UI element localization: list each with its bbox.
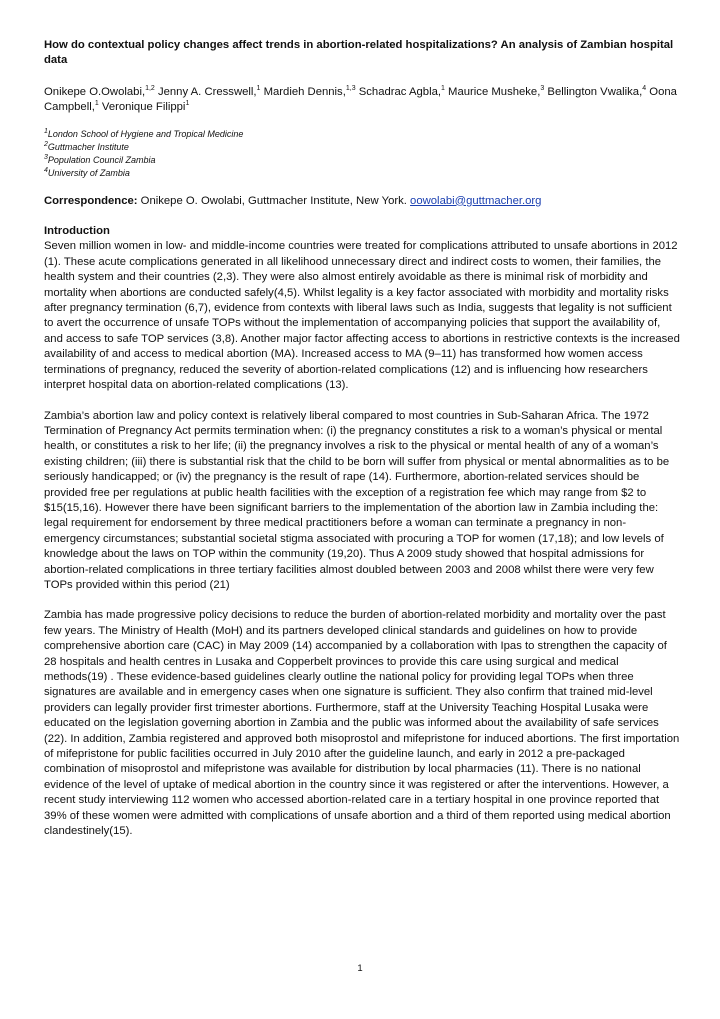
author: Maurice Musheke,$^3$ xyxy=(444,85,545,98)
correspondence-label: Correspondence: xyxy=(44,194,138,207)
affiliation: $^1$London School of Hygiene and Tropical Medicine xyxy=(44,127,244,139)
paragraph: Seven million women in low- and middle-income countries were treated for complications attributed to unsafe abortions in 2012 (1). These acute complications generated in all likelihood unnecessary direct and indirect costs to women, their families, the health system and their countries (2,3). They were also almost entirely avoidable as there is minimal risk of morbidity and mortality when abortions are conducted safely(4,5). Whilst legality is a key factor associated with morbidity and mortality risks after pregnancy termination (6,7), evidence from contexts with liberal laws such as India, suggests that legality is not sufficient to avert the occurrence of unsafe TOPs without the implementation of accompanying policies that support the availability of, and access to safe TOP services (3,8). Another major factor affecting access to abortions in restrictive contexts is the increased availability of and access to medical abortion (MA). Increased access to MA (9–11) has transformed how women access terminations of pregnancy, reduced the severity of abortion-related complications (12) and is influencing how researchers interpret hospital data on abortion-related complications (13). xyxy=(44,240,680,392)
paragraph: Zambia’s abortion law and policy context is relatively liberal compared to most countries in Sub-Saharan Africa. The 1972 Termination of Pregnancy Act permits termination when: (i) the pregnancy constitutes a risk to a woman’s physical or mental health, or constitutes a risk to her life; (ii) the pregnancy involves a risk to the physical or mental health of any of a woman’s existing children; (iii) there is substantial risk that the child to be born will suffer from physical or mental abnormalities as to be seriously handicapped; or (iv) the pregnancy is the result of rape (14). Furthermore, abortion-related services should be provided free per regulations at public health facilities with the exception of a registration fee which may range from $2 to $15(15,16). However there have been significant barriers to the implementation of the abortion law in Zambia including the: legal requirement for endorsement by three medical practitioners before a woman can terminate a pregnancy in non-emergency circumstances; substantial societal stigma associated with procuring a TOP for women (17,18); and low levels of knowledge about the laws on TOP within the community (19,20). Thus A 2009 study showed that hospital admissions for abortion-related complications in three tertiary facilities almost doubled between 2003 and 2008 whilst there were very few TOPs provided within this period (21) xyxy=(44,409,670,591)
section-heading-introduction: Introduction xyxy=(44,225,110,238)
author: Onikepe O.Owolabi,$^{1,2}$ xyxy=(44,85,155,98)
author: Oona Campbell,$^1$ xyxy=(44,85,677,114)
author: Veronique Filippi$^1$ xyxy=(98,100,190,114)
author: Jenny A. Cresswell,$^1$ xyxy=(154,85,261,98)
paper-page xyxy=(44,38,680,854)
page-number: 1 xyxy=(357,963,363,974)
author-list xyxy=(44,85,680,116)
affiliation: $^3$Population Council Zambia xyxy=(44,153,156,165)
paragraph: Zambia has made progressive policy decisions to reduce the burden of abortion-related morbidity and mortality over the past few years. The Ministry of Health (MoH) and its partners developed clinical standards and guidelines on how to provide comprehensive abortion care (CAC) in May 2009 (14) accompanied by a collaboration with Ipas to strengthen the capacity of 28 hospitals and health centres in Lusaka and Copperbelt provinces to provide this care using surgical and medical methods(19) . These evidence-based guidelines clearly outline the national policy for providing legal TOPs when three signatures are available and in emergency cases when one signature is sufficient. They also confirm that trained mid-level providers can legally provider first trimester abortions. Furthermore, staff at the University Teaching Hospital Lusaka were educated on the legislation governing abortion in Zambia and the public was informed about the availability of safe services (22). In addition, Zambia registered and approved both misoprostol and mifepristone for induced abortions. The first importation of mifepristone for public facilities occurred in July 2010 after the guideline launch, and early in 2012 a pre-packaged combination of misoprostol and mifepristone was available for distribution by local pharmacies (11). There is no national evidence of the level of uptake of medical abortion in the country since it was registered or after the interventions. However, a recent study interviewing 112 women who accessed abortion-related care in a tertiary hospital in one province reported that 39% of these women were admitted with complications of unsafe abortion and a third of them reported using medical abortion clandestinely(15). xyxy=(44,609,680,838)
author: Mardieh Dennis,$^{1,3}$ xyxy=(260,85,356,98)
affiliation-list xyxy=(44,128,680,180)
author: Bellington Vwalika,$^4$ xyxy=(544,85,647,98)
author: Schadrac Agbla,$^1$ xyxy=(355,85,445,98)
paper-title: How do contextual policy changes affect trends in abortion-related hospitalizations? An analysis of Zambian hospital data xyxy=(44,39,674,67)
correspondence xyxy=(44,194,680,209)
email-link[interactable]: oowolabi@guttmacher.org xyxy=(410,194,542,207)
affiliation: $^4$University of Zambia xyxy=(44,166,130,178)
affiliation: $^2$Guttmacher Institute xyxy=(44,140,129,152)
correspondence-text: Onikepe O. Owolabi, Guttmacher Institute, New York. xyxy=(137,194,411,207)
